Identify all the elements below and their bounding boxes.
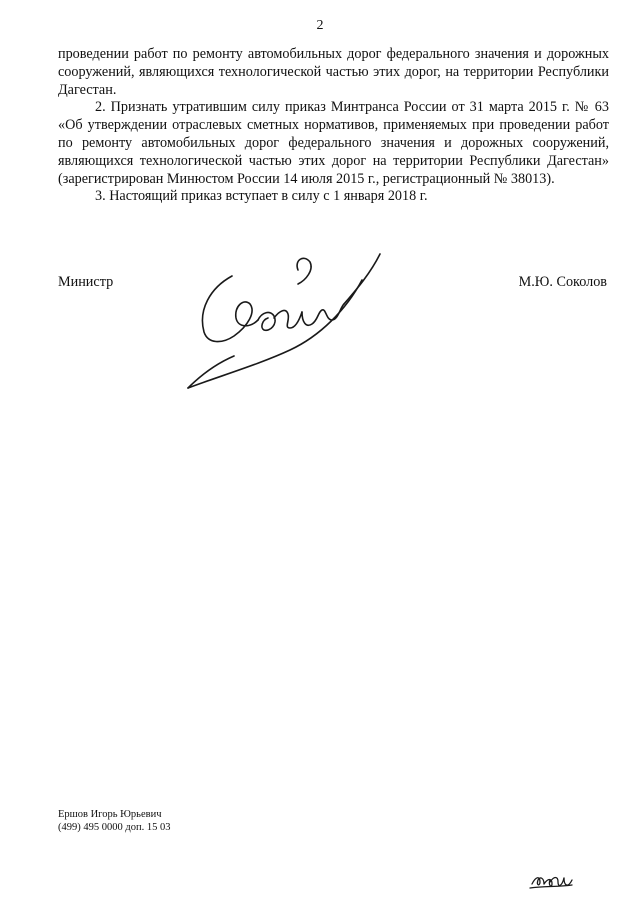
executor-name: Ершов Игорь Юрьевич — [58, 809, 162, 820]
paragraph-3: 3. Настоящий приказ вступает в силу с 1 января 2018 г. — [95, 188, 428, 205]
executor-contact — [58, 808, 170, 834]
handwritten-signature — [170, 240, 410, 400]
document-body — [58, 46, 609, 206]
signatory-name: М.Ю. Соколов — [518, 274, 607, 290]
handwritten-initials — [528, 868, 574, 892]
signatory-title: Министр — [58, 274, 114, 290]
paragraph-2: 2. Признать утратившим силу приказ Минтранса России от 31 марта 2015 г. № 63 «Об утверждении отраслевых сметных нормативов, применяемых при проведении работ по ремонту автомобильных дорог федерального значения и дорожных сооружений, являющихся технологической частью этих дорог на территории Республики Дагестан» (зарегистрирован Минюстом России 14 июля 2015 г., регистрационный № 38013). — [58, 99, 609, 187]
executor-phone: (499) 495 0000 доп. 15 03 — [58, 822, 171, 833]
page-number: 2 — [316, 18, 324, 33]
paragraph-continuation: проведении работ по ремонту автомобильных дорог федерального значения и дорожных сооружений, являющихся технологической частью этих дорог, на территории Республики Дагестан. — [58, 46, 609, 98]
